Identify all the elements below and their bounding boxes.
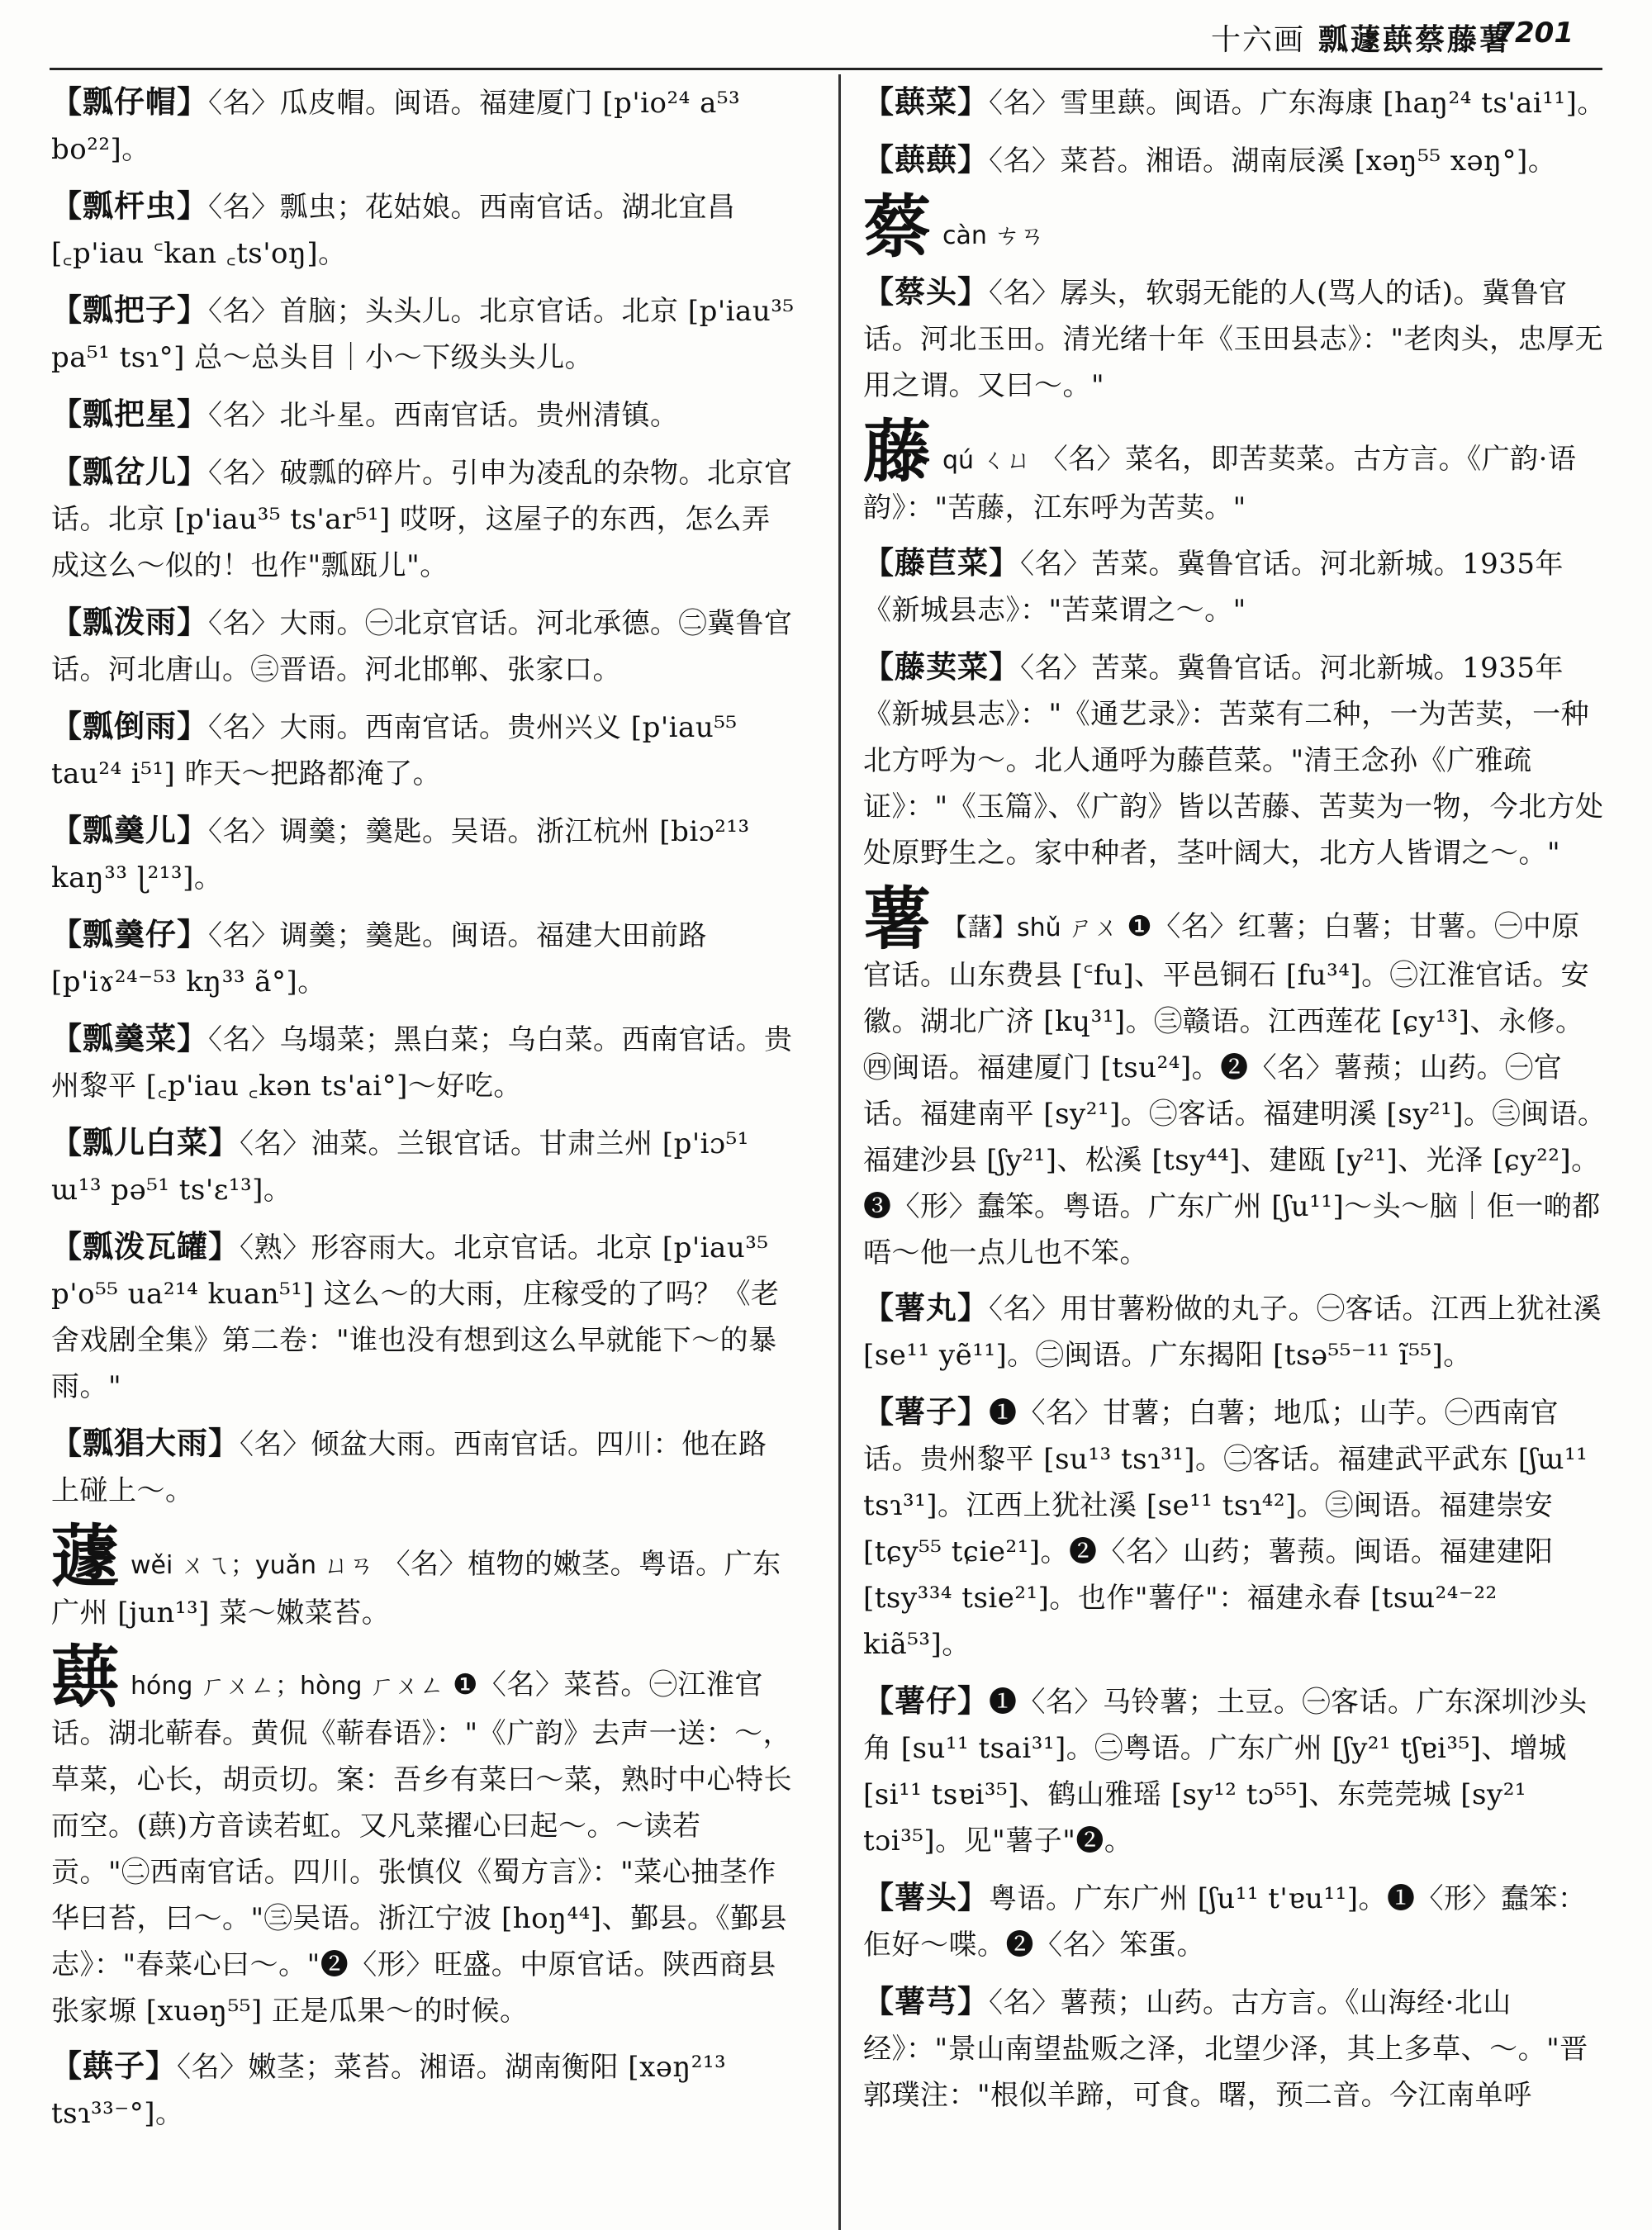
definition-text: 〈名〉大雨。㊀北京官话。河北承德。㊁冀鲁官话。河北唐山。㊂晋语。河北邯郸、张家口。: [51, 607, 793, 686]
entry-headword: 【瓢儿白菜】: [51, 1124, 240, 1160]
entry-headword: 【瓢倒雨】: [51, 708, 208, 744]
entry-headword: 【薯头】: [863, 1879, 989, 1915]
dictionary-entry: [51, 911, 795, 1005]
dictionary-entry: [51, 1015, 795, 1109]
definition-text: 〈名〉嫩茎；菜苔。湘语。湖南衡阳 [xəŋ²¹³ tsɿ³³⁻°]。: [51, 2051, 727, 2130]
definition-text: 〈名〉调羹；羹匙。闽语。福建大田前路 [p'iɤ²⁴⁻⁵³ kŋ³³ ã°]。: [51, 919, 707, 999]
headword-character: 蘧: [51, 1517, 120, 1597]
entry-headword: 【瓢泼雨】: [51, 604, 208, 640]
definition-text: 〈名〉调羹；羹匙。吴语。浙江杭州 [biɔ²¹³ kaŋ³³ ɭ²¹³]。: [51, 815, 750, 894]
column-divider: [838, 74, 841, 2230]
definition-text: ❶〈名〉菜苔。㊀江淮官话。湖北蕲春。黄侃《蕲春语》："《广韵》去声一送：～，草菜，心长，胡贡切。案：吾乡有菜曰～菜，熟时中心特长而空。(蕻)方音读若虹。又凡菜擢心曰起～。～读若贡。"㊁西南官话。四川。张慎仪《蜀方言》："菜心抽茎作华曰苔，曰～。"㊂吴语。浙江宁波 [hoŋ⁴⁴]、鄞县。《鄞县志》："春菜心曰～。"❷〈形〉旺盛。中原官话。陕西商县张家塬 [xuəŋ⁵⁵] 正是瓜果～的时候。: [51, 1668, 792, 2028]
entry-headword: 【瓢羹儿】: [51, 812, 208, 848]
entry-headword: 【瓢羹菜】: [51, 1020, 208, 1056]
entry-headword: 【蕻蕻】: [863, 141, 989, 178]
page-number: 7201: [1495, 17, 1574, 50]
left-column: [51, 78, 795, 2147]
definition-text: 〈名〉油菜。兰银官话。甘肃兰州 [p'iɔ⁵¹ ɯ¹³ pə⁵¹ ts'ɛ¹³]。: [51, 1127, 749, 1207]
headword-character: 薯: [863, 880, 932, 959]
dictionary-entry: [863, 1874, 1607, 1968]
definition-text: 〈名〉苦菜。冀鲁官话。河北新城。1935年《新城县志》："苦菜谓之～。": [863, 548, 1564, 627]
right-column: [863, 78, 1607, 2128]
entry-headword: 【蕻菜】: [863, 83, 989, 120]
pronunciation: 【藷】shǔ ㄕㄨ: [942, 913, 1119, 942]
dictionary-entry: [51, 703, 795, 797]
entry-headword: 【瓢泼瓦罐】: [51, 1228, 240, 1264]
definition-text: 〈名〉薯蓣；山药。古方言。《山海经·北山经》："景山南望盐贩之泽，北望少泽，其上多草、～。"晋郭璞注："根似羊蹄，可食。曙，预二音。今江南单呼: [863, 1986, 1588, 2112]
definition-text: 〈名〉苦菜。冀鲁官话。河北新城。1935年《新城县志》："《通艺录》：苦菜有二种，一为苦荬，一种北方呼为～。北人通呼为藤苣菜。"清王念孙《广雅疏证》："《玉篇》、《广韵》皆以苦藤、苦荬为一物，今北方处处原野生之。家中种者，茎叶阔大，北方人皆谓之～。": [863, 652, 1604, 870]
definition-text: 〈名〉首脑；头头儿。北京官话。北京 [p'iau³⁵ pa⁵¹ tsɿ°] 总～总头目｜小～下级头头儿。: [51, 295, 795, 374]
definition-text: ❶〈名〉甘薯；白薯；地瓜；山芋。㊀西南官话。贵州黎平 [su¹³ tsɿ³¹]。㊁客话。福建武平武东 [ʃɯ¹¹ tsɿ³¹]。江西上犹社溪 [se¹¹ tsɿ⁴²]。㊂闽语。福建崇安 [tɕy⁵⁵ tɕie²¹]。❷〈名〉山药；薯蓣。闽语。福建建阳 [tsy³³⁴ tsie²¹]。也作"薯仔"：福建永春 [tsɯ²⁴⁻²² kiã⁵³]。: [863, 1397, 1588, 1661]
definition-text: 〈名〉雪里蕻。闽语。广东海康 [haŋ²⁴ ts'ai¹¹]。: [989, 87, 1606, 120]
entry-headword: 【薯仔】: [863, 1682, 989, 1719]
entry-headword: 【藤荬菜】: [863, 648, 1020, 685]
dictionary-entry: [51, 1119, 795, 1213]
definition-text: ❶〈名〉红薯；白薯；甘薯。㊀中原官话。山东费县 [꜂fu]、平邑铜石 [fu³⁴]。㊁江淮官话。安徽。湖北广济 [kɥ³¹]。㊂赣语。江西莲花 [ɕy¹³]、永修。㊃闽语。福建厦门 [tsu²⁴]。❷〈名〉薯蓣；山药。㊀官话。福建南平 [sy²¹]。㊁客话。福建明溪 [sy²¹]。㊂闽语。福建沙县 [ʃy²¹]、松溪 [tsy⁴⁴]、建瓯 [y²¹]、光泽 [ɕy²²]。❸〈形〉蠢笨。粤语。广东广州 [ʃu¹¹]～头～脑｜佢一啲都唔～他一点儿也不笨。: [863, 910, 1607, 1269]
definition-text: ❶〈名〉马铃薯；土豆。㊀客话。广东深圳沙头角 [su¹¹ tsai³¹]。㊁粤语。广东广州 [ʃy²¹ tʃɐi³⁵]、增城 [si¹¹ tsɐi³⁵]、鹤山雅瑶 [sy¹² tɔ⁵⁵]、东莞莞城 [sy²¹ tɔi³⁵]。见"薯子"❷。: [863, 1686, 1588, 1858]
pronunciation: hóng ㄏㄨㄥ；hòng ㄏㄨㄥ: [131, 1672, 444, 1701]
character-entry: [863, 412, 1607, 531]
section-label: 十六画: [1210, 23, 1305, 57]
definition-text: 粤语。广东广州 [ʃu¹¹ t'ɐu¹¹]。❶〈形〉蠢笨：佢好～喋。❷〈名〉笨蛋。: [863, 1882, 1587, 1962]
entry-headword: 【瓢仔帽】: [51, 83, 208, 120]
dictionary-entry: [51, 287, 795, 381]
definition-text: 〈名〉大雨。西南官话。贵州兴义 [p'iau⁵⁵ tau²⁴ i⁵¹] 昨天～把路都淹了。: [51, 711, 738, 790]
definition-text: 〈名〉倾盆大雨。西南官话。四川：他在路上碰上～。: [51, 1428, 767, 1507]
definition-text: 〈名〉菜名，即苦荬菜。古方言。《广韵·语韵》："苦藤，江东呼为苦荬。": [863, 443, 1577, 524]
character-entry: [863, 880, 1607, 1276]
definition-text: 〈名〉瓢虫；花姑娘。西南官话。湖北宜昌 [꜀p'iau ꜂kan ꜀ts'oŋ]。: [51, 191, 736, 270]
pronunciation: qú ㄑㄩ: [942, 446, 1032, 475]
dictionary-entry: [863, 643, 1607, 876]
header-rule: [50, 68, 1602, 70]
header-characters: 瓢蘧蕻蔡藤薯: [1317, 22, 1512, 57]
dictionary-entry: [51, 807, 795, 901]
entry-headword: 【瓢岔儿】: [51, 453, 208, 490]
entry-headword: 【瓢猖大雨】: [51, 1425, 240, 1461]
definition-text: 〈名〉乌塌菜；黑白菜；乌白菜。西南官话。贵州黎平 [꜀p'iau ꜀kən ts'ai°]～好吃。: [51, 1023, 793, 1103]
entry-headword: 【薯丸】: [863, 1289, 989, 1326]
entry-headword: 【藤苣菜】: [863, 544, 1020, 581]
character-entry: [863, 187, 1607, 267]
character-entry: [51, 1517, 795, 1636]
headword-character: 蔡: [863, 187, 932, 267]
dictionary-entry: [51, 183, 795, 277]
dictionary-entry: [863, 1284, 1607, 1378]
dictionary-entry: [863, 539, 1607, 633]
entry-headword: 【瓢羹仔】: [51, 916, 208, 952]
dictionary-entry: [51, 391, 795, 439]
entry-headword: 【蔡头】: [863, 273, 989, 310]
page-header: [0, 0, 1652, 69]
dictionary-entry: [863, 1978, 1607, 2118]
dictionary-entry: [863, 136, 1607, 184]
entry-headword: 【薯子】: [863, 1393, 989, 1430]
definition-text: 〈名〉用甘薯粉做的丸子。㊀客话。江西上犹社溪 [se¹¹ yẽ¹¹]。㊁闽语。广东揭阳 [tsə⁵⁵⁻¹¹ ĩ⁵⁵]。: [863, 1293, 1602, 1372]
entry-headword: 【蕻子】: [51, 2047, 177, 2084]
dictionary-entry: [51, 78, 795, 173]
definition-text: 〈名〉瓜皮帽。闽语。福建厦门 [p'io²⁴ a⁵³ bo²²]。: [51, 87, 741, 166]
headword-character: 蕻: [51, 1638, 120, 1717]
dictionary-entry: [863, 1677, 1607, 1864]
dictionary-entry: [51, 1223, 795, 1410]
character-entry: [51, 1638, 795, 2034]
dictionary-entry: [51, 599, 795, 693]
dictionary-entry: [863, 268, 1607, 409]
entry-headword: 【薯芎】: [863, 1983, 989, 2019]
entry-headword: 【瓢杆虫】: [51, 187, 208, 224]
definition-text: 〈熟〉形容雨大。北京官话。北京 [p'iau³⁵ p'o⁵⁵ ua²¹⁴ kuan⁵¹] 这么～的大雨，庄稼受的了吗？《老舍戏剧全集》第二卷："谁也没有想到这么早就能下～的暴雨。": [51, 1231, 780, 1403]
dictionary-entry: [51, 1420, 795, 1514]
headword-character: 藤: [863, 412, 932, 491]
definition-text: 〈名〉北斗星。西南官话。贵州清镇。: [208, 399, 679, 432]
definition-text: 〈名〉菜苔。湘语。湖南辰溪 [xəŋ⁵⁵ xəŋ°]。: [989, 145, 1557, 178]
definition-text: 〈名〉植物的嫩茎。粤语。广东广州 [jun¹³] 菜～嫩菜苔。: [51, 1548, 781, 1630]
entry-headword: 【瓢把星】: [51, 396, 208, 432]
dictionary-entry: [863, 78, 1607, 126]
dictionary-entry: [51, 2043, 795, 2137]
definition-text: 〈名〉孱头，软弱无能的人(骂人的话)。冀鲁官话。河北玉田。清光绪十年《玉田县志》："老肉头，忠厚无用之谓。又曰～。": [863, 277, 1604, 402]
pronunciation: càn ㄘㄢ: [942, 221, 1045, 250]
entry-headword: 【瓢把子】: [51, 292, 208, 328]
dictionary-entry: [51, 448, 795, 589]
pronunciation: wěi ㄨㄟ；yuǎn ㄩㄢ: [131, 1551, 374, 1580]
definition-text: 〈名〉破瓢的碎片。引申为凌乱的杂物。北京官话。北京 [p'iau³⁵ ts'ar⁵¹] 哎呀，这屋子的东西，怎么弄成这么～似的！也作"瓢瓯儿"。: [51, 457, 793, 582]
dictionary-entry: [863, 1388, 1607, 1668]
